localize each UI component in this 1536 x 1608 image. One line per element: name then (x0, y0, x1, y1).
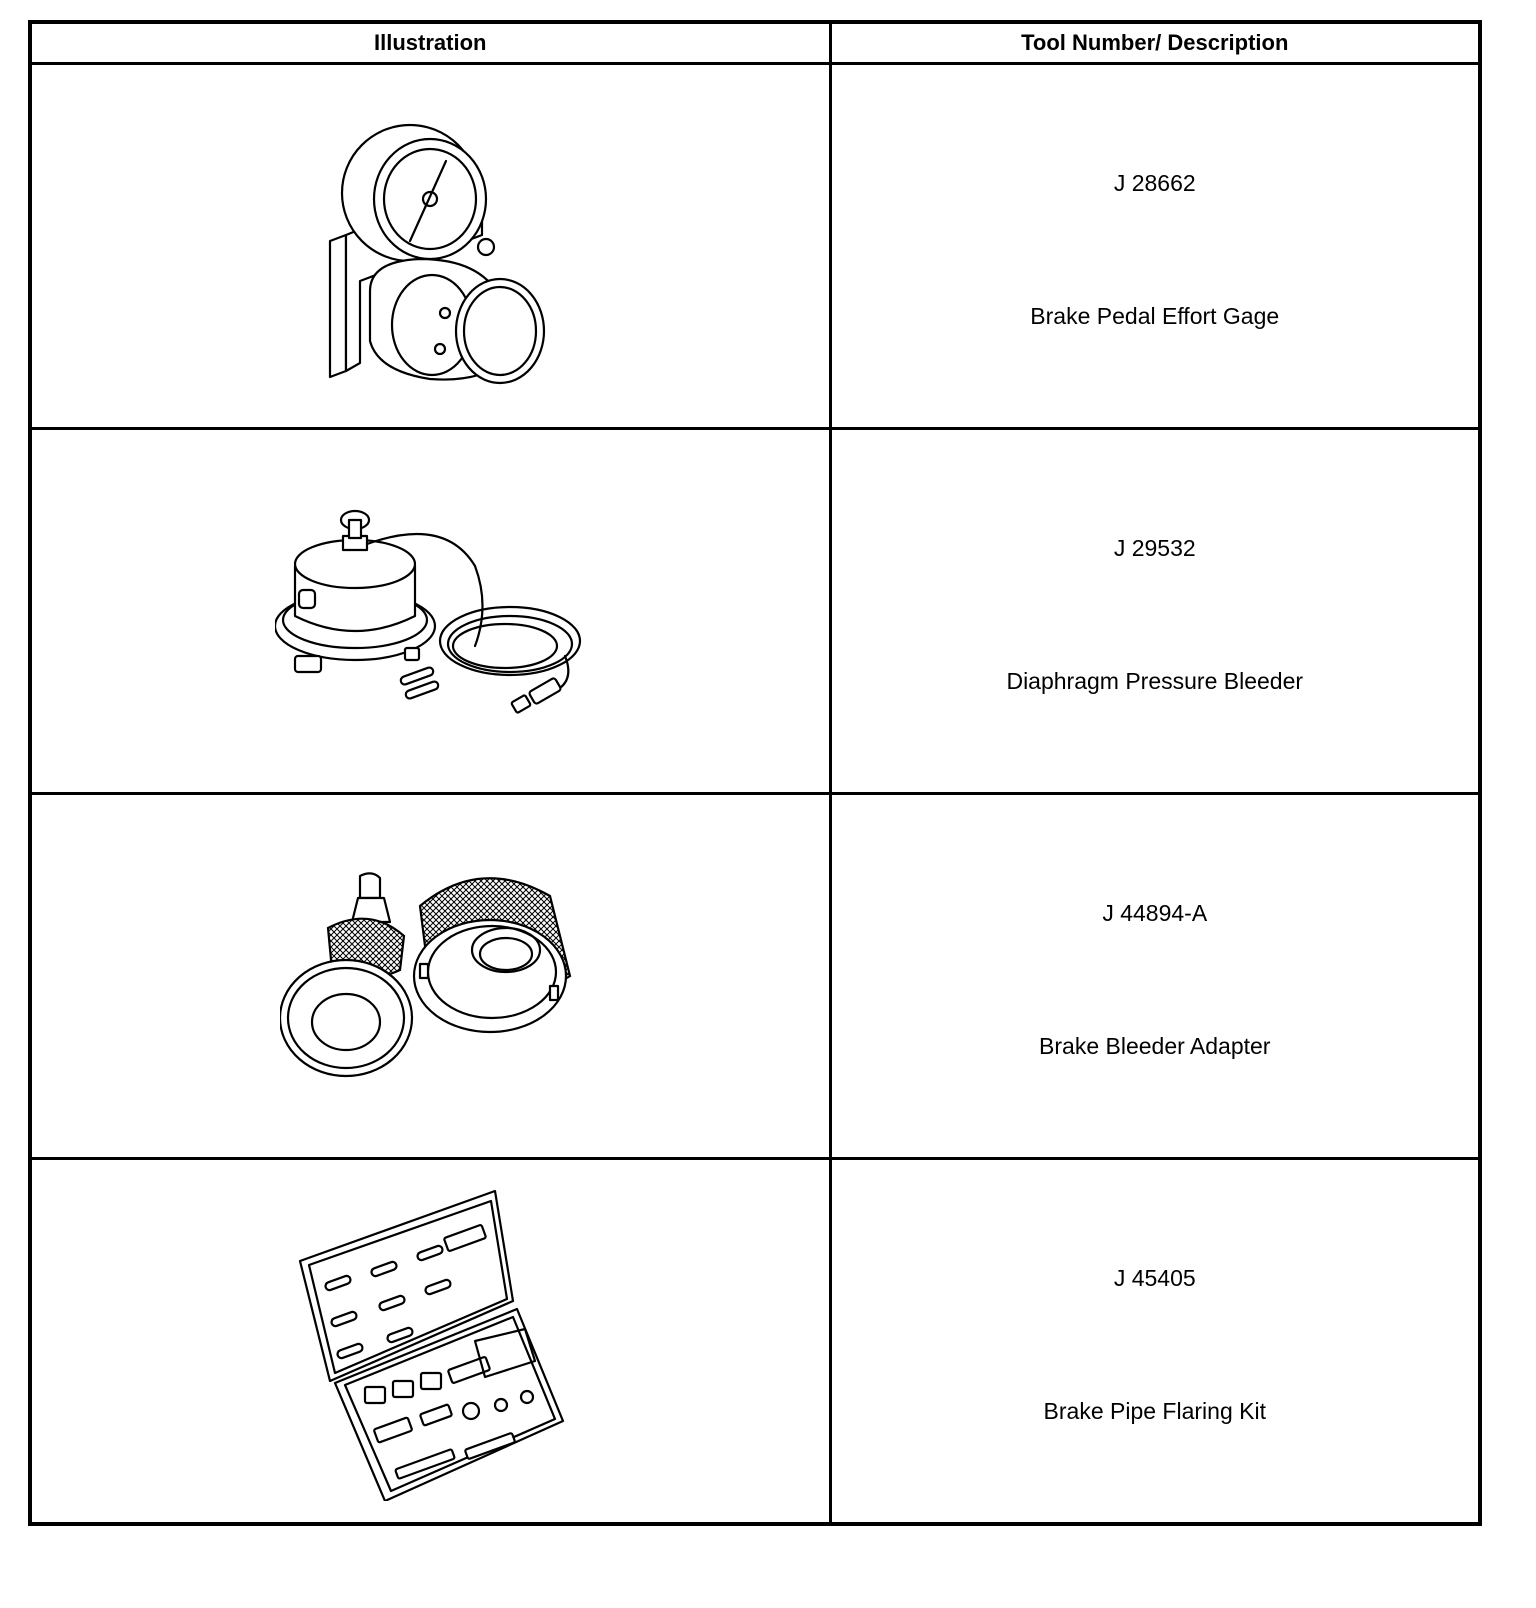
pedal-effort-gage-illustration (300, 101, 560, 391)
tool-number: J 45405 (1113, 1265, 1196, 1291)
tool-cell (830, 429, 1480, 794)
table-row (30, 1159, 1480, 1525)
tool-description: Diaphragm Pressure Bleeder (1006, 668, 1304, 694)
table-row (30, 64, 1480, 429)
tool-description: Brake Pipe Flaring Kit (1043, 1398, 1266, 1424)
illustration-header: Illustration (30, 22, 830, 64)
illustration-cell (30, 64, 830, 429)
illustration-cell (30, 429, 830, 794)
tool-cell (830, 794, 1480, 1159)
tool-number: J 29532 (1113, 535, 1196, 561)
illustration-cell (30, 1159, 830, 1525)
header-row (30, 22, 1480, 64)
bleeder-adapter-illustration (280, 866, 580, 1086)
tool-number: J 28662 (1113, 170, 1196, 196)
pressure-bleeder-illustration (275, 506, 585, 716)
tool-cell (830, 64, 1480, 429)
tool-description: Brake Pedal Effort Gage (1030, 303, 1280, 329)
tool-number: J 44894-A (1102, 900, 1208, 926)
table-row (30, 794, 1480, 1159)
illustration-cell (30, 794, 830, 1159)
tool-description: Brake Bleeder Adapter (1039, 1033, 1271, 1059)
tool-cell (830, 1159, 1480, 1525)
table-row (30, 429, 1480, 794)
tool-table (28, 20, 1482, 1526)
flaring-kit-illustration (285, 1181, 575, 1501)
tool-header: Tool Number/ Description (830, 22, 1480, 64)
